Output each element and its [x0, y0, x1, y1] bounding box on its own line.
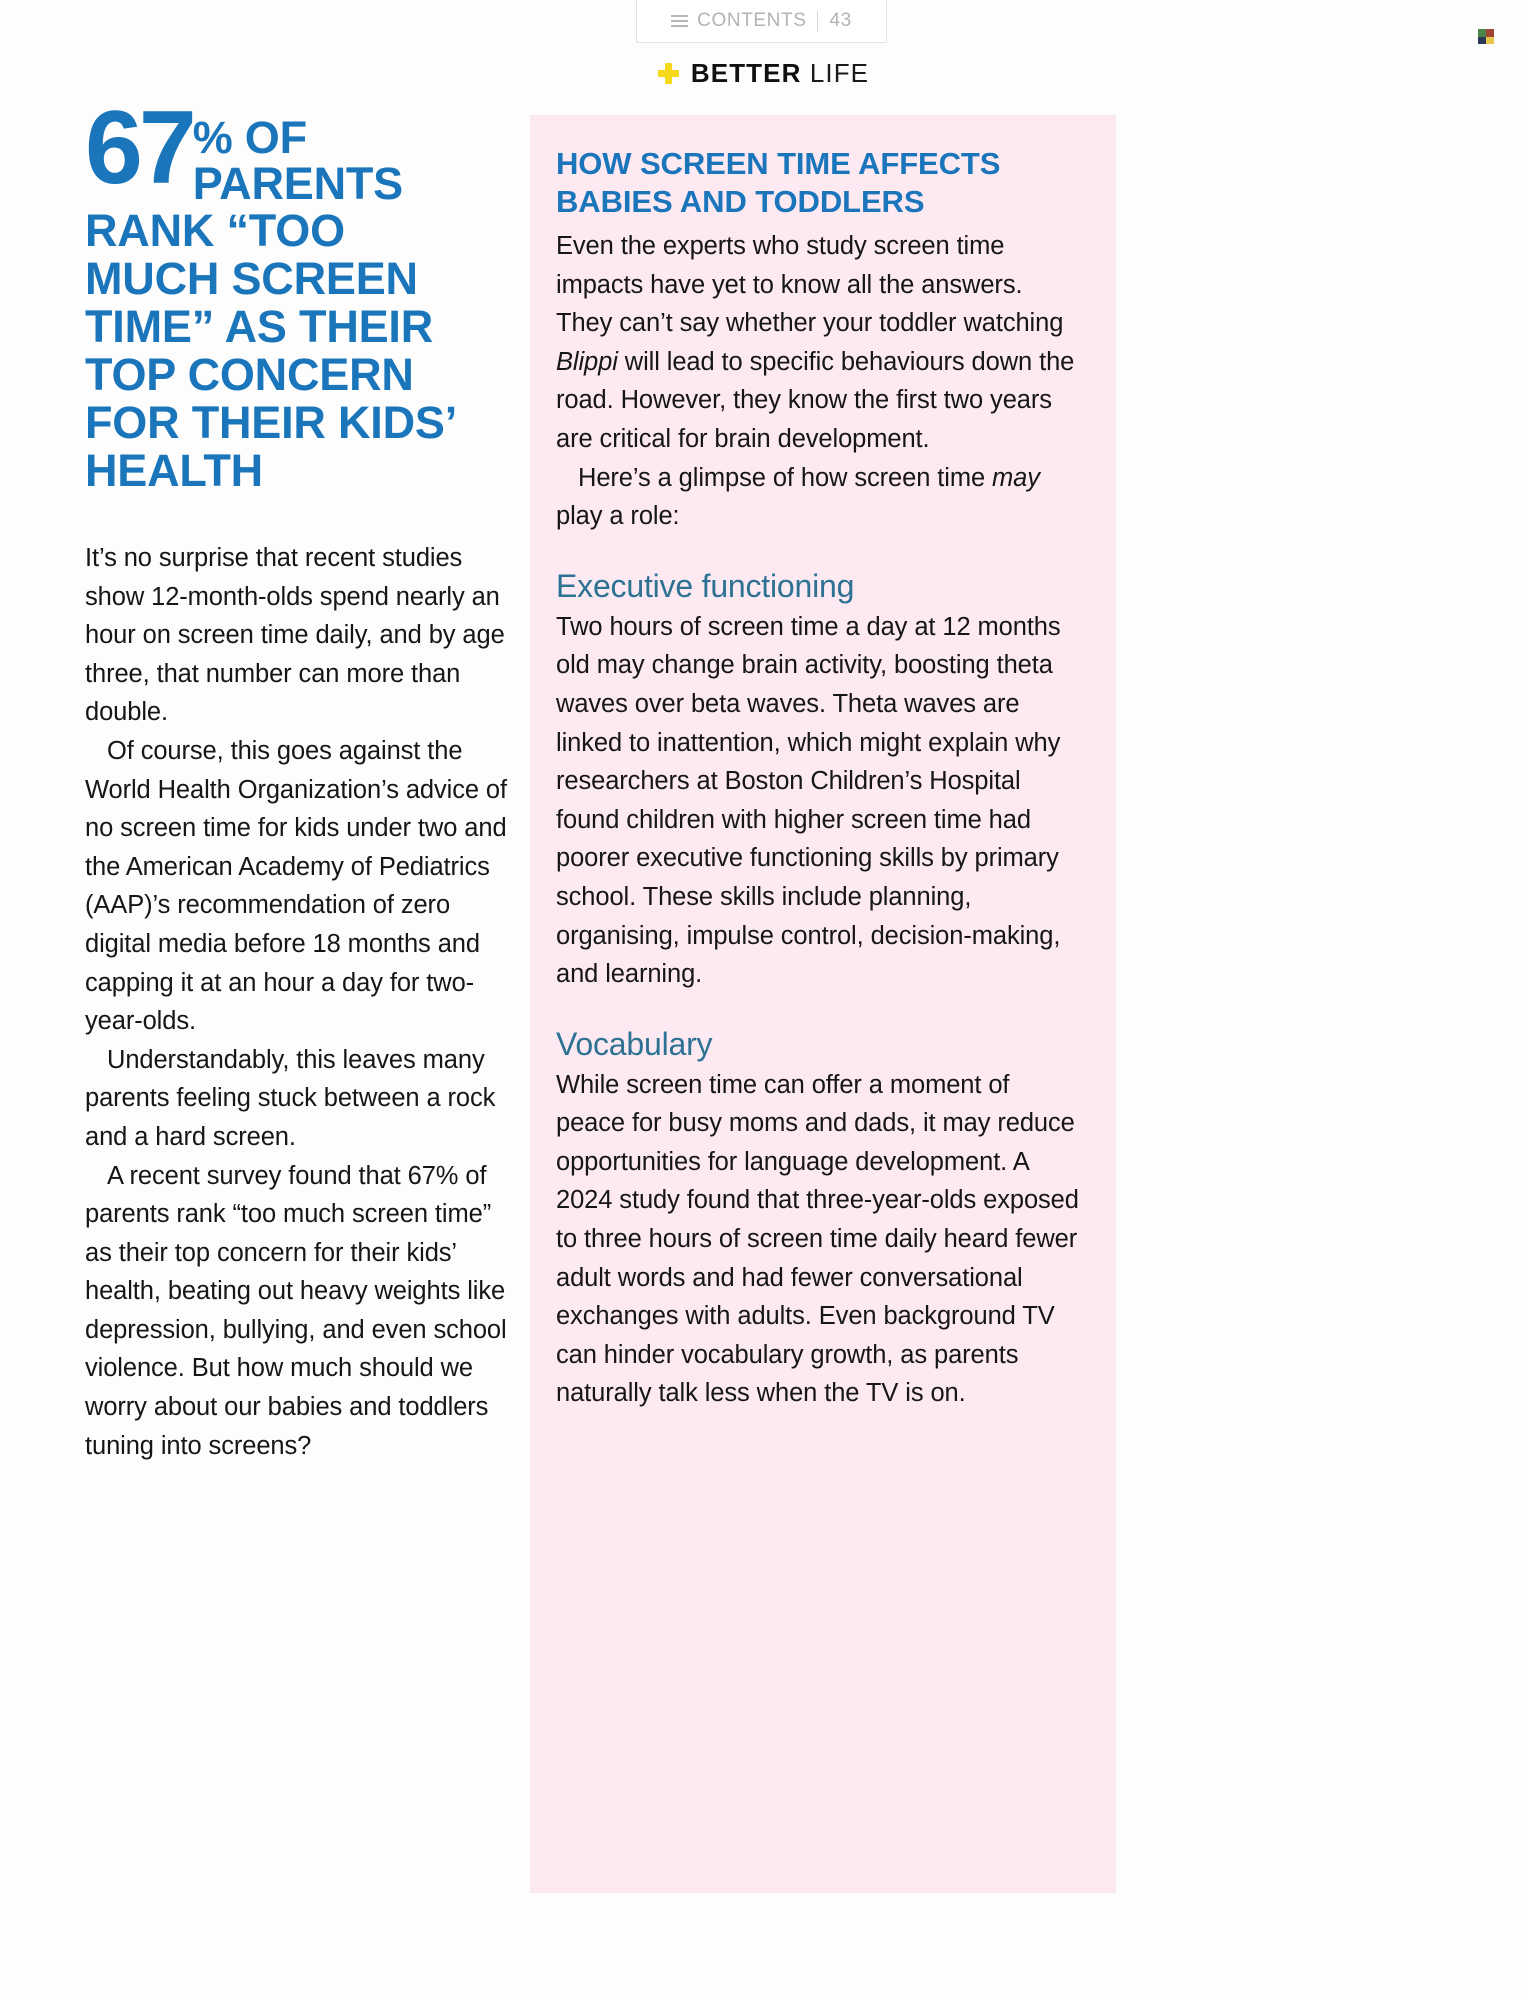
headline-line-6: TOP CONCERN [85, 349, 414, 400]
headline-line-5: TIME” AS THEIR [85, 301, 434, 352]
left-paragraph-3: Understandably, this leaves many parents feeling stuck between a rock and a hard screen. [85, 1045, 496, 1151]
headline-lead-line-2: PARENTS [192, 158, 403, 209]
pink-sidebar-panel [530, 115, 1116, 1893]
headline-line-7: FOR THEIR KIDS’ [85, 397, 458, 448]
page-number: 43 [829, 10, 852, 31]
hamburger-icon[interactable] [671, 15, 688, 27]
vocabulary-paragraph: While screen time can offer a moment of peace for busy moms and dads, it may reduce opportunities for language development. A 2024 study found that three-year-olds exposed to three hours of screen time daily heard fewer adult words and had fewer conversational exchanges with adults. Even background TV can hinder vocabulary growth, as parents naturally talk less when the TV is on. [556, 1070, 1079, 1408]
headline-lead-stack [193, 109, 403, 207]
left-paragraph-4: A recent survey found that 67% of parents rank “too much screen time” as their top concern for their kids’ health, beating out heavy weights like depression, bullying, and even school violence. But how much should we worry about our babies and toddlers tuning into screens? [85, 1161, 507, 1460]
pill-divider [817, 11, 818, 32]
headline-line-4: MUCH SCREEN [85, 253, 418, 304]
panel-p1-italic: Blippi [556, 347, 618, 376]
executive-functioning-paragraph: Two hours of screen time a day at 12 months old may change brain activity, boosting theta waves over beta waves. Theta waves are linked to inattention, which might explain why researchers at Boston Children’s Hospital found children with higher screen time had poorer executive functioning skills by primary school. These skills include planning, organising, impulse control, decision-making, and learning. [556, 612, 1061, 989]
panel-p2-pre: Here’s a glimpse of how screen time [578, 463, 993, 492]
colour-registration-mark-icon [1478, 29, 1494, 44]
left-paragraph-2: Of course, this goes against the World Health Organization’s advice of no screen time for kids under two and the American Academy of Pediatrics (AAP)’s recommendation of zero digital media before 18 months and capping it at an hour a day for two-year-olds. [85, 736, 507, 1036]
section-body-vocabulary [556, 1066, 1081, 1413]
headline-lead-row [85, 90, 515, 209]
subheading-vocabulary: Vocabulary [556, 1025, 713, 1062]
panel-paragraph-1 [556, 227, 1081, 459]
left-paragraph-1: It’s no surprise that recent studies show 12-month-olds spend nearly an hour on screen time daily, and by age three, that number can more than double. [85, 544, 505, 727]
panel-intro-body [556, 227, 1081, 536]
panel-p1-pre: Even the experts who study screen time impacts have yet to know all the answers. They can’t say whether your toddler watching [556, 232, 1064, 338]
panel-p2-italic: may [992, 463, 1040, 492]
page-headline [85, 90, 515, 496]
headline-lead-line-1: % OF [192, 112, 307, 163]
left-column [85, 90, 515, 1465]
subheading-executive-functioning: Executive functioning [556, 567, 855, 604]
headline-line-8: HEALTH [85, 445, 263, 496]
contents-label: CONTENTS [697, 10, 807, 31]
headline-big-number: 67 [85, 90, 193, 206]
kicker-label [691, 58, 869, 89]
contents-pill[interactable] [636, 0, 887, 43]
headline-line-3: RANK “TOO [85, 205, 345, 256]
kicker-light: LIFE [809, 58, 870, 88]
panel-p1-post: will lead to specific behaviours down the road. However, they know the first two years are critical for brain development. [556, 347, 1075, 453]
yellow-cross-icon [658, 63, 679, 84]
left-column-body [85, 539, 515, 1465]
panel-heading: HOW SCREEN TIME AFFECTS BABIES AND TODDLERS [556, 146, 1001, 219]
kicker-bold: BETTER [690, 58, 802, 88]
panel-paragraph-2 [556, 459, 1081, 536]
section-kicker [0, 58, 1527, 89]
panel-p2-post: play a role: [556, 502, 680, 531]
section-body-executive-functioning [556, 608, 1081, 994]
